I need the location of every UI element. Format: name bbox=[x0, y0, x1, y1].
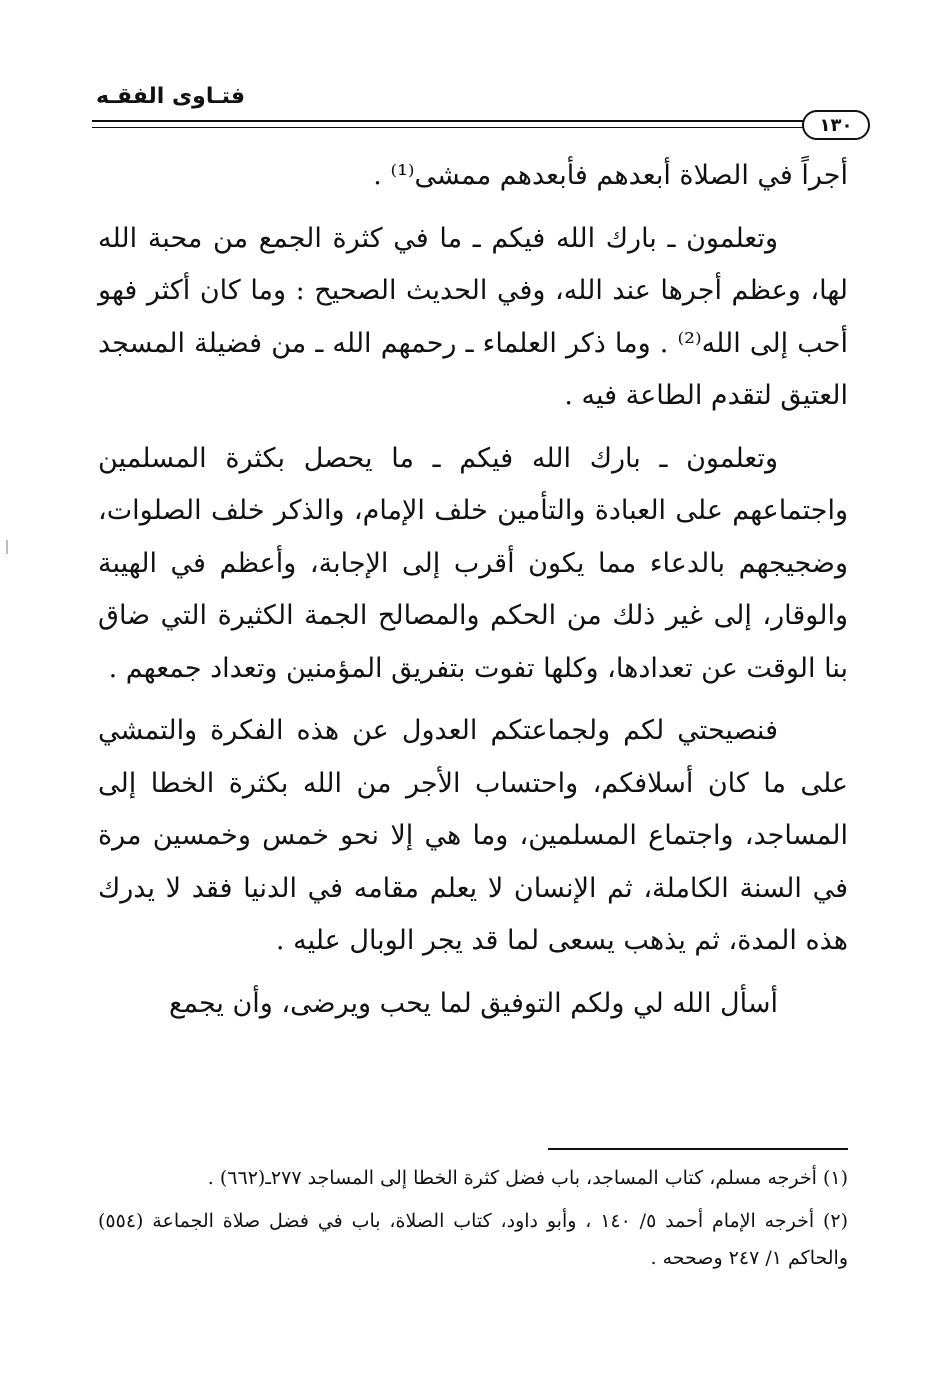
paragraph-continuation: أجراً في الصلاة أبعدهم فأبعدهم ممشى⁽¹⁾ . bbox=[373, 160, 848, 191]
footnotes bbox=[98, 1160, 848, 1283]
margin-mark bbox=[6, 540, 8, 554]
footnote-item: (٢) أخرجه الإمام أحمد ٥/ ١٤٠ ، وأبو داود، كتاب الصلاة، باب في فضل صلاة الجماعة (٥٥٤) والحاكم ١/ ٢٤٧ وصححه . bbox=[98, 1210, 848, 1269]
paragraph: وتعلمون ـ بارك الله فيكم ـ ما يحصل بكثرة المسلمين واجتماعهم على العبادة والتأمين خلف الإمام، والذكر خلف الصلوات، وضجيجهم بالدعاء مما يكون أقرب إلى الإجابة، وأعظم في الهيبة والوقار، إلى غير ذلك من الحكم والمصالح الجمة الكثيرة التي ضاق بنا الوقت عن تعدادها، وكلها تفوت بتفريق المؤمنين وتعداد جمعهم . bbox=[98, 442, 848, 684]
page-number-badge bbox=[802, 110, 870, 140]
paragraph: وتعلمون ـ بارك الله فيكم ـ ما في كثرة الجمع من محبة الله لها، وعظم أجرها عند الله، وفي الحديث الصحيح : وما كان أكثر فهو أحب إلى الله⁽²⁾ . وما ذكر العلماء ـ رحمهم الله ـ من فضيلة المسجد العتيق لتقدم الطاعة فيه . bbox=[98, 222, 848, 411]
footnote-separator bbox=[548, 1148, 848, 1150]
running-header-title: فتـاوى الفقـه bbox=[96, 84, 245, 109]
main-text bbox=[98, 150, 848, 1040]
header-rule bbox=[92, 120, 812, 128]
paragraph: أسأل الله لي ولكم التوفيق لما يحب ويرضى، وأن يجمع bbox=[168, 987, 778, 1019]
page-number: ١٣٠ bbox=[819, 114, 853, 136]
footnote-item: (١) أخرجه مسلم، كتاب المساجد، باب فضل كثرة الخطا إلى المساجد ٢٧٧ـ(٦٦٢) . bbox=[207, 1167, 848, 1189]
paragraph: فنصيحتي لكم ولجماعتكم العدول عن هذه الفكرة والتمشي على ما كان أسلافكم، واحتساب الأجر من الله بكثرة الخطا إلى المساجد، واجتماع المسلمين، وما هي إلا نحو خمس وخمسين مرة في السنة الكاملة، ثم الإنسان لا يعلم مقامه في الدنيا فقد لا يدرك هذه المدة، ثم يذهب يسعى لما قد يجر الوبال عليه . bbox=[98, 715, 848, 956]
